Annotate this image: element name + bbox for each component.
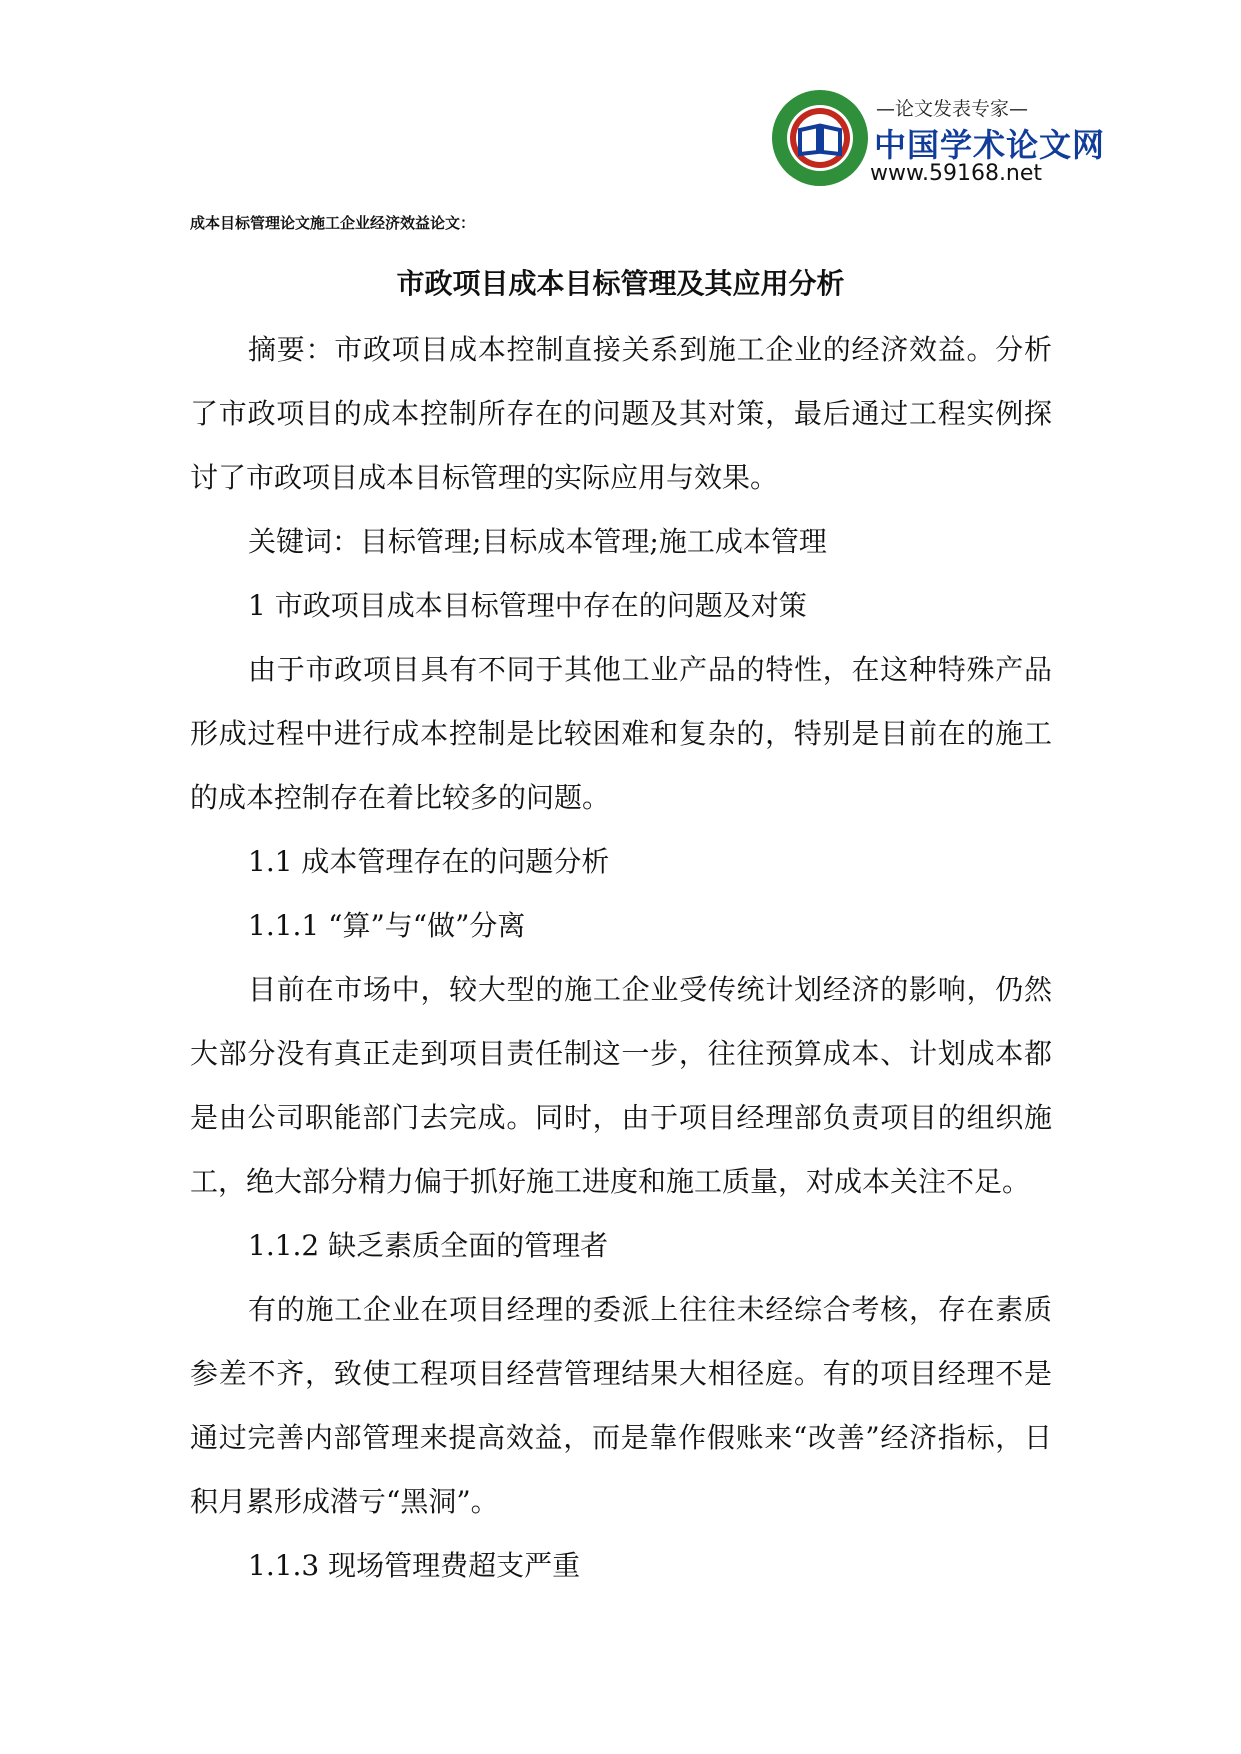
logo-url: www.59168.net bbox=[870, 161, 1043, 186]
logo-name: 中国学术论文网 bbox=[874, 126, 1106, 164]
document-title: 市政项目成本目标管理及其应用分析 bbox=[396, 267, 845, 300]
section-1-1-2-heading: 1.1.2 缺乏素质全面的管理者 bbox=[248, 1229, 609, 1262]
section-1-1-heading: 1.1 成本管理存在的问题分析 bbox=[248, 845, 610, 878]
abstract-paragraph: 摘要：市政项目成本控制直接关系到施工企业的经济效益。分析了市政项目的成本控制所存在的问题及其对策，最后通过工程实例探讨了市政项目成本目标管理的实际应用与效果。 bbox=[190, 333, 1052, 494]
section-1-1-1-paragraph: 目前在市场中，较大型的施工企业受传统计划经济的影响，仍然大部分没有真正走到项目责任制这一步，往往预算成本、计划成本都是由公司职能部门去完成。同时，由于项目经理部负责项目的组织施工，绝大部分精力偏于抓好施工进度和施工质量，对成本关注不足。 bbox=[190, 973, 1052, 1198]
keywords-line: 关键词：目标管理;目标成本管理;施工成本管理 bbox=[248, 525, 827, 558]
logo-tagline: —论文发表专家— bbox=[876, 98, 1029, 120]
section-1-1-2-paragraph: 有的施工企业在项目经理的委派上往往未经综合考核，存在素质参差不齐，致使工程项目经营管理结果大相径庭。有的项目经理不是通过完善内部管理来提高效益，而是靠作假账来“改善”经济指标，日积月累形成潜亏“黑洞”。 bbox=[190, 1293, 1052, 1518]
section-1-paragraph: 由于市政项目具有不同于其他工业产品的特性，在这种特殊产品形成过程中进行成本控制是比较困难和复杂的，特别是目前在的施工的成本控制存在着比较多的问题。 bbox=[190, 653, 1052, 814]
section-1-1-1-heading: 1.1.1 “算”与“做”分离 bbox=[248, 909, 526, 942]
section-1-heading: 1 市政项目成本目标管理中存在的问题及对策 bbox=[248, 589, 807, 622]
document-body bbox=[190, 318, 1052, 1598]
section-1-1-3-heading: 1.1.3 现场管理费超支严重 bbox=[248, 1549, 581, 1582]
book-seal-icon bbox=[770, 88, 870, 188]
header-note: 成本目标管理论文施工企业经济效益论文： bbox=[190, 214, 476, 232]
site-logo bbox=[770, 88, 1106, 188]
